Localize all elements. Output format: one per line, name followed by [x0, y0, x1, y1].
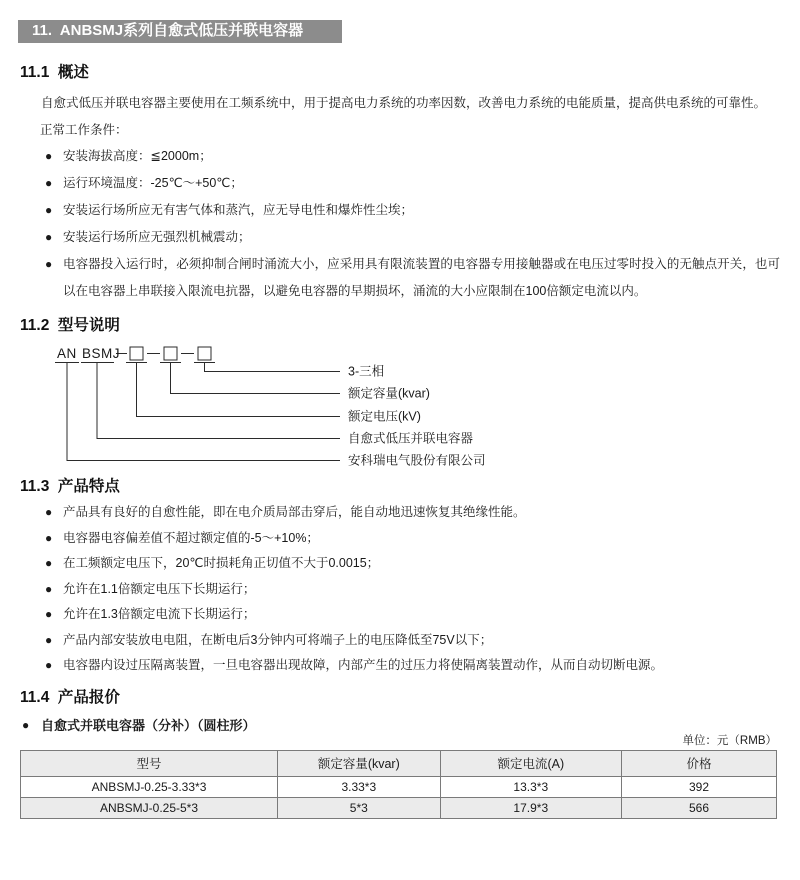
table-header-row — [21, 750, 777, 776]
list-item — [45, 577, 780, 603]
bullet-icon: ● — [45, 203, 53, 217]
connector-line — [171, 363, 341, 394]
working-conditions-label: 正常工作条件： — [40, 123, 128, 137]
cell-capacity: 3.33*3 — [278, 776, 441, 797]
list-item-text: 安装海拔高度：≦2000m； — [63, 149, 212, 163]
section-heading-pricing: 11.4 产品报价 — [20, 688, 120, 706]
list-item — [45, 551, 780, 577]
model-label-product: 自愈式低压并联电容器 — [348, 431, 474, 446]
table-row — [21, 776, 777, 797]
list-item-text: 产品内部安装放电电阻，在断电后3分钟内可将端子上的电压降低至75V以下； — [63, 632, 493, 647]
connector-line — [97, 363, 340, 439]
section-heading-features: 11.3 产品特点 — [20, 478, 120, 495]
cell-model: ANBSMJ-0.25-3.33*3 — [21, 776, 278, 797]
model-field-box — [130, 347, 143, 360]
list-item — [45, 628, 780, 654]
list-item-text: 允许在1.3倍额定电流下长期运行； — [63, 607, 256, 621]
connector-line — [67, 363, 340, 461]
table-row — [21, 797, 777, 818]
cell-model: ANBSMJ-0.25-5*3 — [21, 797, 278, 818]
bullet-icon: ● — [45, 257, 53, 271]
working-conditions-list — [45, 143, 780, 305]
bullet-icon: ● — [45, 230, 53, 244]
bullet-icon: ● — [22, 717, 30, 732]
connector-line — [205, 363, 341, 372]
bullet-icon: ● — [45, 607, 53, 621]
list-item-text: 允许在1.1倍额定电压下长期运行； — [63, 581, 256, 596]
bullet-icon: ● — [45, 530, 53, 545]
bullet-icon: ● — [45, 176, 53, 190]
model-label-company: 安科瑞电气股份有限公司 — [348, 453, 486, 468]
section-heading-overview: 11.1 概述 — [20, 64, 89, 81]
list-item — [45, 197, 780, 224]
list-item-text: 电容器内设过压隔离装置，一旦电容器出现故障，内部产生的过压力将使隔离装置动作，从而自动切断电源。 — [63, 658, 664, 672]
model-label-voltage: 额定电压(kV) — [348, 409, 421, 424]
list-item — [45, 653, 780, 679]
bullet-icon: ● — [45, 581, 53, 596]
cell-price: 392 — [622, 776, 777, 797]
list-item-text: 电容器电容偏差值不超过额定值的-5～+10%； — [63, 530, 319, 545]
section-heading-model: 11.2 型号说明 — [20, 317, 120, 334]
list-item — [45, 224, 780, 251]
model-prefix-an: AN — [57, 346, 77, 361]
model-field-box — [164, 347, 177, 360]
model-field-box — [198, 347, 211, 360]
pricing-subheading-text: 自愈式并联电容器（分补）（圆柱形） — [41, 717, 256, 733]
bullet-icon: ● — [45, 505, 53, 519]
currency-unit-note: 单位：元（RMB） — [682, 734, 777, 747]
bullet-icon: ● — [45, 149, 53, 163]
pricing-subheading — [22, 717, 800, 734]
list-item-text: 产品具有良好的自愈性能，即在电介质局部击穿后，能自动地迅速恢复其绝缘性能。 — [63, 505, 526, 519]
catalog-page — [0, 20, 800, 880]
list-item — [45, 500, 780, 526]
overview-paragraph: 自愈式低压并联电容器主要使用在工频系统中，用于提高电力系统的功率因数，改善电力系统的电能质量，提高供电系统的可靠性。 — [41, 96, 767, 110]
list-item-text: 电容器投入运行时，必须抑制合闸时涌流大小，应采用具有限流装置的电容器专用接触器或在电压过零时投入的无触点开关，也可以在电容器上串联接入限流电抗器，以避免电容器的早期损坏，涌流的大小应限制在100倍额定电流以内。 — [63, 257, 780, 298]
model-prefix-bsmj: BSMJ — [82, 346, 121, 361]
bullet-icon: ● — [45, 658, 53, 672]
list-item-text: 在工频额定电压下，20℃时损耗角正切值不大于0.0015； — [63, 556, 380, 570]
cell-price: 566 — [622, 797, 777, 818]
list-item-text: 安装运行场所应无有害气体和蒸汽，应无导电性和爆炸性尘埃； — [63, 203, 414, 217]
bullet-icon: ● — [45, 556, 53, 570]
bullet-icon: ● — [45, 632, 53, 647]
price-table — [20, 750, 777, 819]
table-header-price: 价格 — [622, 750, 777, 776]
features-list — [45, 500, 780, 679]
cell-current: 17.9*3 — [440, 797, 621, 818]
table-header-capacity: 额定容量(kvar) — [278, 750, 441, 776]
table-header-model: 型号 — [21, 750, 278, 776]
list-item — [45, 526, 780, 552]
chapter-title-bar: 11. ANBSMJ系列自愈式低压并联电容器 — [18, 20, 342, 43]
list-item — [45, 143, 780, 170]
list-item — [45, 170, 780, 197]
list-item-text: 安装运行场所应无强烈机械震动； — [63, 230, 251, 244]
list-item — [45, 602, 780, 628]
list-item-text: 运行环境温度：-25℃～+50℃； — [63, 176, 243, 190]
cell-capacity: 5*3 — [278, 797, 441, 818]
list-item — [45, 251, 780, 305]
cell-current: 13.3*3 — [440, 776, 621, 797]
model-designation-diagram — [40, 343, 780, 478]
connector-line — [137, 363, 341, 417]
table-header-current: 额定电流(A) — [440, 750, 621, 776]
model-label-phase: 3-三相 — [348, 364, 385, 379]
model-label-capacity: 额定容量(kvar) — [348, 386, 430, 401]
